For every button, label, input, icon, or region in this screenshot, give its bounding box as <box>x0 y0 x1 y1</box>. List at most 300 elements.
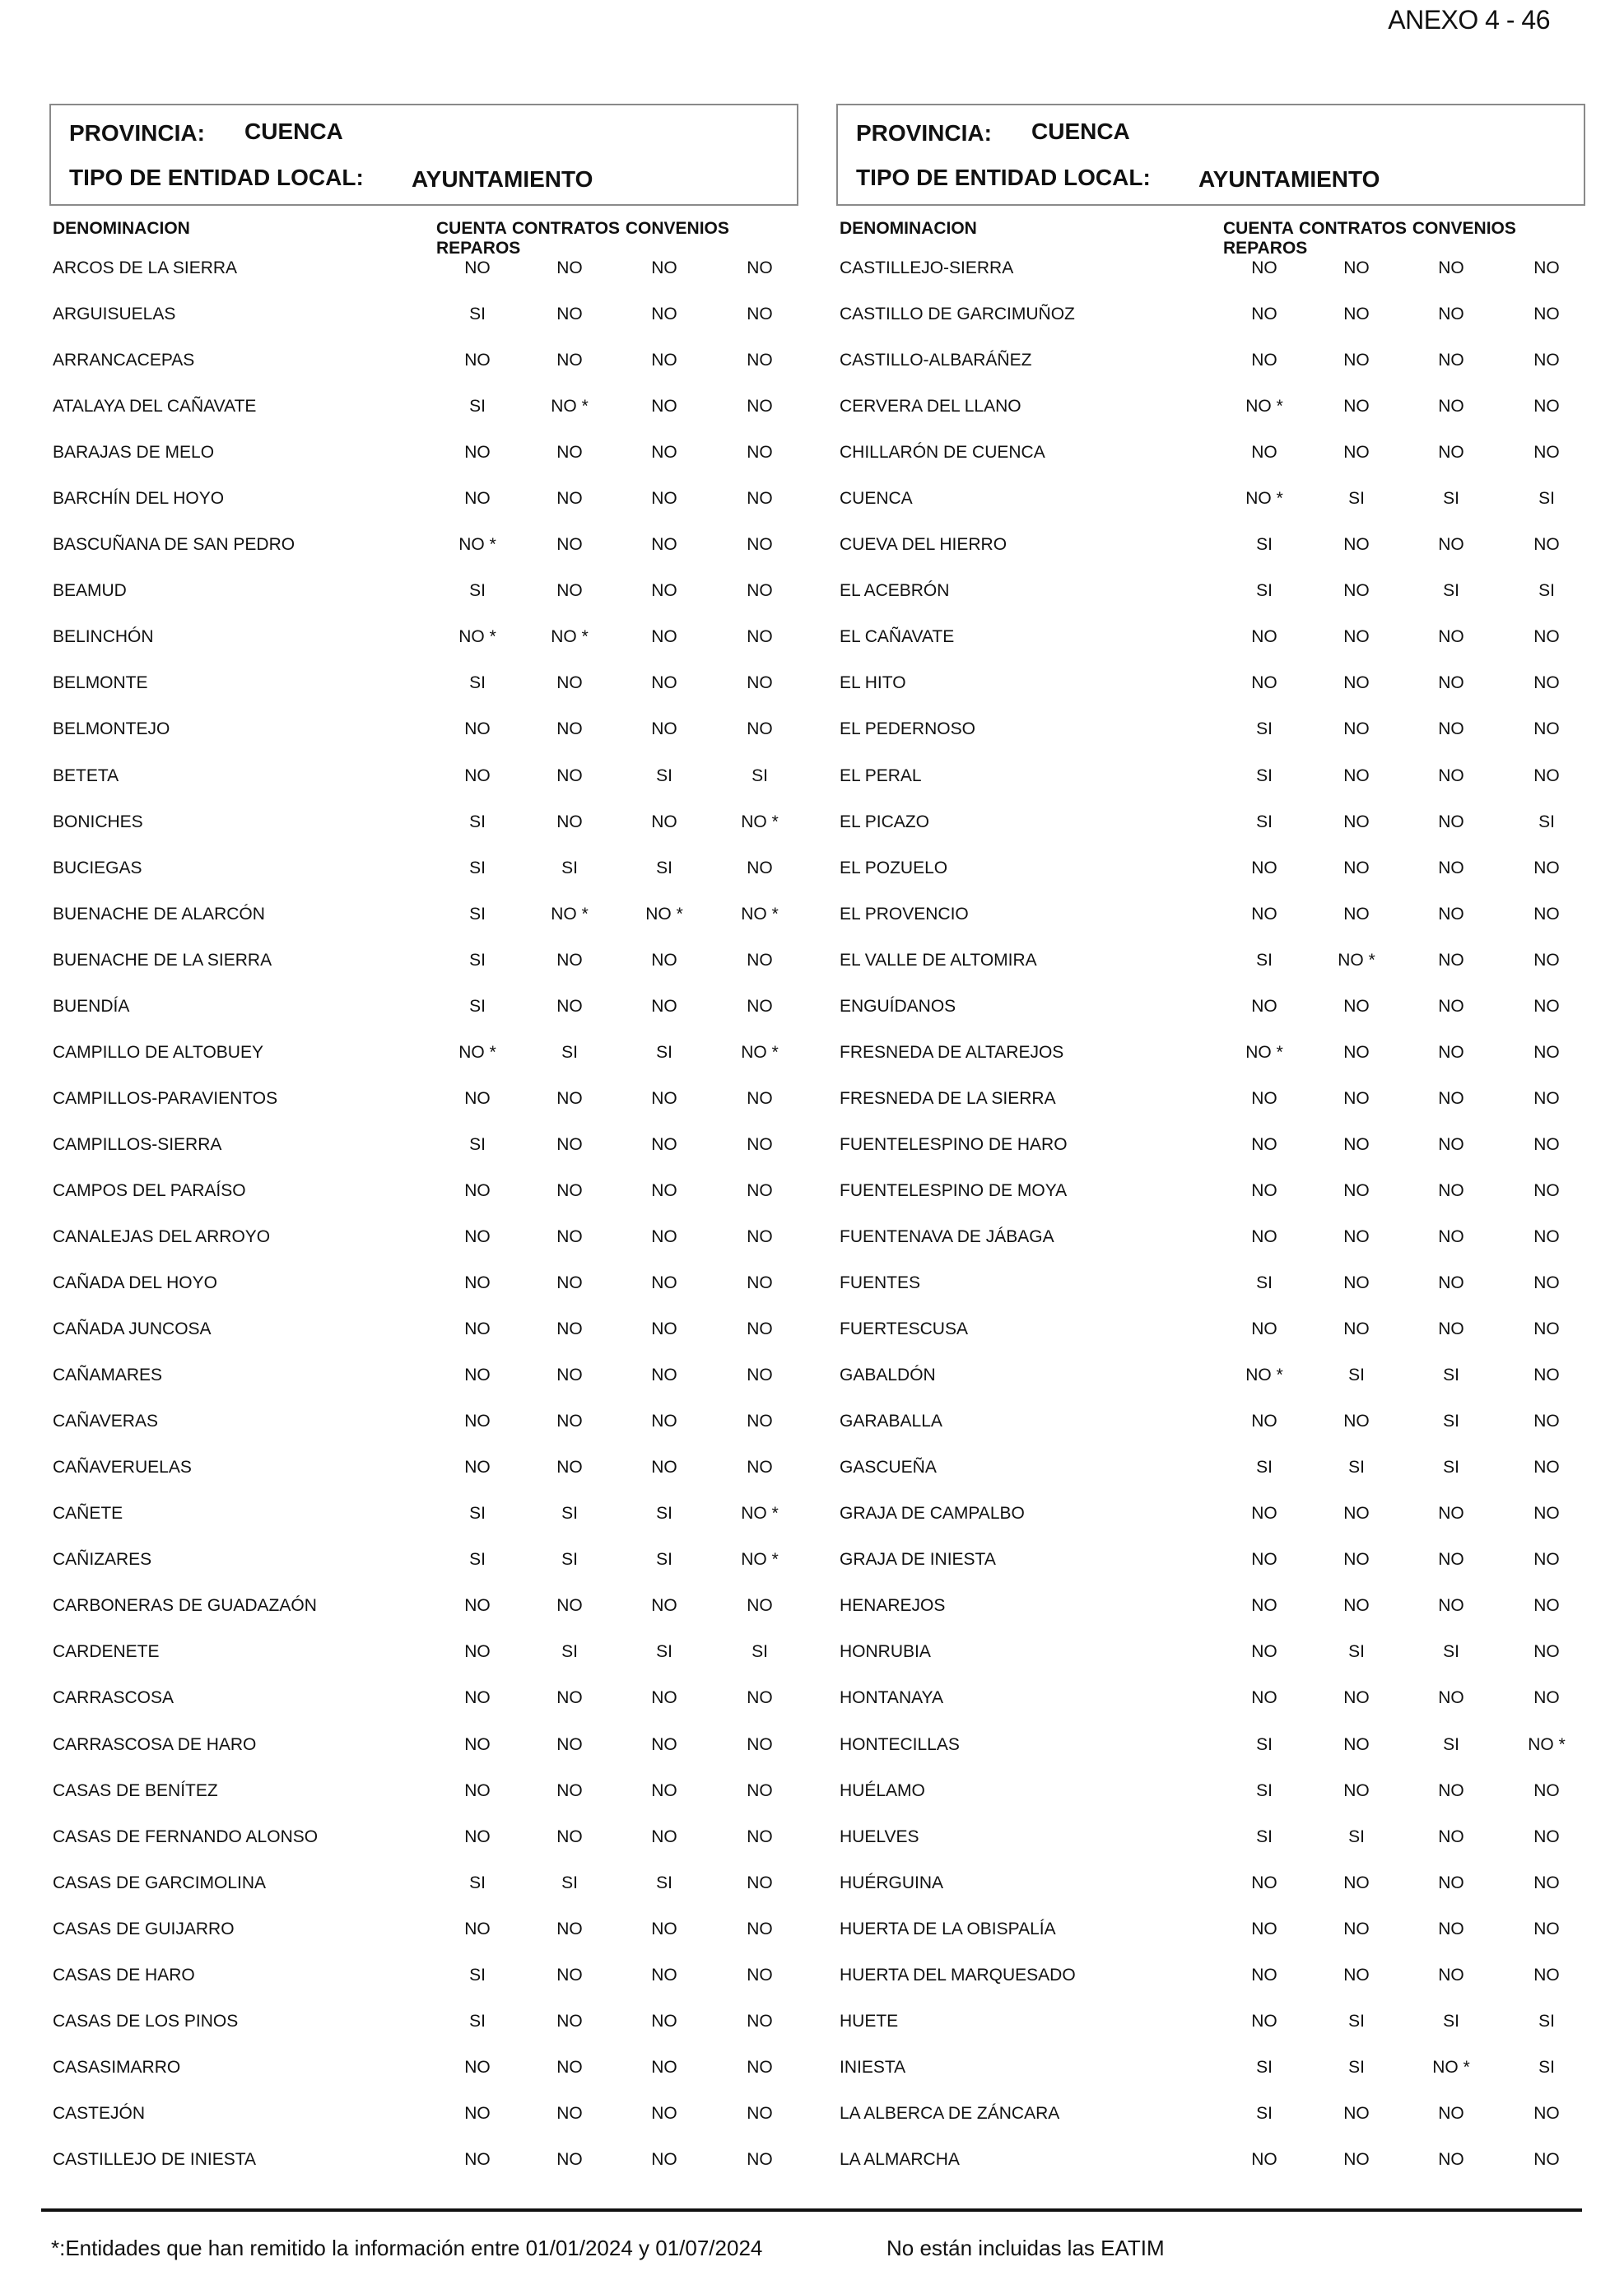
table-row <box>836 1594 1585 1640</box>
reparos-cell: NO * <box>741 1550 779 1570</box>
contratos-cell: NO <box>1343 904 1370 924</box>
convenios-cell: SI <box>1443 581 1459 601</box>
denominacion-cell: EL PROVENCIO <box>840 904 969 924</box>
contratos-cell: NO <box>1343 1550 1370 1570</box>
cuenta-cell: NO <box>464 1642 491 1662</box>
table-row <box>49 949 798 995</box>
contratos-cell: NO <box>1343 1319 1370 1339</box>
convenios-cell: NO <box>1438 1180 1464 1200</box>
denominacion-cell: CAÑAVERUELAS <box>53 1458 192 1478</box>
denominacion-cell: CAÑADA DEL HOYO <box>53 1273 217 1293</box>
reparos-cell: NO <box>1533 1458 1560 1478</box>
cuenta-cell: NO <box>464 1088 491 1108</box>
cuenta-cell: SI <box>1256 812 1273 831</box>
cuenta-cell: NO <box>1251 1965 1277 1985</box>
tipo-entidad-label: TIPO DE ENTIDAD LOCAL: <box>69 165 364 190</box>
contratos-cell: NO <box>556 1734 583 1754</box>
cuenta-cell: SI <box>469 581 486 601</box>
contratos-cell: NO <box>556 766 583 785</box>
table-row <box>49 718 798 764</box>
table-row <box>836 1687 1585 1733</box>
denominacion-cell: FUENTELESPINO DE MOYA <box>840 1180 1068 1200</box>
contratos-cell: NO <box>1343 1919 1370 1938</box>
cuenta-cell: NO <box>464 1412 491 1431</box>
table-row <box>836 1180 1585 1226</box>
contratos-cell: NO <box>1343 1873 1370 1892</box>
reparos-cell: NO <box>747 397 773 417</box>
convenios-cell: NO <box>651 489 677 509</box>
contratos-cell: NO <box>556 1965 583 1985</box>
cuenta-cell: SI <box>1256 1458 1273 1478</box>
denominacion-cell: HUÉRGUINA <box>840 1873 944 1892</box>
cuenta-cell: SI <box>469 673 486 693</box>
right-panel <box>836 104 1585 2194</box>
denominacion-cell: CUENCA <box>840 489 913 509</box>
reparos-cell: NO <box>1533 1180 1560 1200</box>
denominacion-cell: BUENACHE DE ALARCÓN <box>53 904 265 924</box>
reparos-cell: NO <box>747 1458 773 1478</box>
convenios-cell: NO <box>651 1134 677 1154</box>
table-row <box>836 995 1585 1041</box>
cuenta-cell: NO <box>1251 1180 1277 1200</box>
contratos-cell: SI <box>1348 1642 1365 1662</box>
table-row <box>49 1872 798 1918</box>
table-row <box>836 1272 1585 1318</box>
contratos-cell: NO <box>1343 1734 1370 1754</box>
contratos-cell: NO <box>556 1134 583 1154</box>
contratos-cell: NO <box>556 1088 583 1108</box>
convenios-cell: NO <box>651 1366 677 1385</box>
provincia-value: CUENCA <box>1031 119 1130 144</box>
convenios-cell: NO * <box>645 904 683 924</box>
denominacion-cell: CAMPOS DEL PARAÍSO <box>53 1180 246 1200</box>
convenios-cell: NO <box>651 2057 677 2077</box>
denominacion-cell: HUERTA DEL MARQUESADO <box>840 1965 1076 1985</box>
table-row <box>836 2010 1585 2056</box>
cuenta-cell: NO <box>464 1780 491 1800</box>
table-row <box>49 995 798 1041</box>
convenios-cell: NO <box>1438 904 1464 924</box>
convenios-cell: NO <box>1438 812 1464 831</box>
cuenta-cell: SI <box>469 858 486 877</box>
convenios-cell: NO <box>651 1780 677 1800</box>
cuenta-cell: NO <box>1251 443 1277 463</box>
contratos-cell: NO <box>1343 1965 1370 1985</box>
cuenta-cell: NO <box>464 1688 491 1708</box>
cuenta-cell: NO <box>1251 858 1277 877</box>
reparos-cell: NO <box>1533 305 1560 324</box>
convenios-cell: NO <box>651 1458 677 1478</box>
contratos-cell: NO <box>556 2149 583 2169</box>
reparos-cell: NO <box>1533 950 1560 970</box>
cuenta-cell: NO * <box>1245 397 1283 417</box>
denominacion-cell: CHILLARÓN DE CUENCA <box>840 443 1045 463</box>
denominacion-cell: EL VALLE DE ALTOMIRA <box>840 950 1037 970</box>
contratos-cell: SI <box>1348 1366 1365 1385</box>
denominacion-cell: BARAJAS DE MELO <box>53 443 215 463</box>
convenios-cell: NO <box>1438 719 1464 739</box>
provincia-label: PROVINCIA: <box>69 120 205 146</box>
convenios-cell: NO <box>1438 2103 1464 2123</box>
table-row <box>836 1964 1585 2010</box>
cuenta-cell: SI <box>1256 1273 1273 1293</box>
reparos-cell: NO <box>1533 535 1560 555</box>
header-value-columns: CUENTA CONTRATOS CONVENIOS REPAROS <box>1223 219 1516 258</box>
convenios-cell: SI <box>1443 2011 1459 2031</box>
reparos-cell: NO * <box>1528 1734 1566 1754</box>
denominacion-cell: HUELVES <box>840 1827 919 1846</box>
denominacion-cell: GARABALLA <box>840 1412 942 1431</box>
cuenta-cell: NO <box>464 1273 491 1293</box>
convenios-cell: SI <box>656 1873 672 1892</box>
reparos-cell: SI <box>1538 2011 1555 2031</box>
contratos-cell: NO <box>556 950 583 970</box>
denominacion-cell: FRESNEDA DE ALTAREJOS <box>840 1042 1064 1062</box>
contratos-cell: NO <box>556 2057 583 2077</box>
cuenta-cell: NO <box>464 1226 491 1246</box>
contratos-cell: NO <box>1343 2103 1370 2123</box>
contratos-cell: NO <box>556 2103 583 2123</box>
table-row <box>49 2102 798 2148</box>
table-row <box>836 1318 1585 1364</box>
cuenta-cell: NO <box>1251 904 1277 924</box>
table-row <box>49 2056 798 2102</box>
cuenta-cell: NO <box>1251 1088 1277 1108</box>
reparos-cell: NO <box>1533 1134 1560 1154</box>
cuenta-cell: NO <box>1251 1688 1277 1708</box>
reparos-cell: SI <box>1538 2057 1555 2077</box>
contratos-cell: NO <box>1343 1088 1370 1108</box>
contratos-cell: NO <box>1343 719 1370 739</box>
denominacion-cell: HONTANAYA <box>840 1688 944 1708</box>
reparos-cell: NO <box>747 443 773 463</box>
denominacion-cell: ATALAYA DEL CAÑAVATE <box>53 397 257 417</box>
convenios-cell: NO <box>1438 627 1464 647</box>
reparos-cell: NO <box>1533 904 1560 924</box>
contratos-cell: NO * <box>551 397 589 417</box>
convenios-cell: NO <box>1438 1134 1464 1154</box>
convenios-cell: SI <box>1443 1642 1459 1662</box>
denominacion-cell: CASAS DE LOS PINOS <box>53 2011 239 2031</box>
reparos-cell: NO <box>747 1319 773 1339</box>
convenios-cell: NO <box>1438 950 1464 970</box>
cuenta-cell: NO <box>1251 2149 1277 2169</box>
table-row <box>49 303 798 349</box>
table-row <box>49 1410 798 1456</box>
reparos-cell: NO <box>747 351 773 370</box>
convenios-cell: NO <box>651 1734 677 1754</box>
reparos-cell: NO <box>747 1965 773 1985</box>
contratos-cell: NO * <box>551 904 589 924</box>
cuenta-cell: NO <box>464 443 491 463</box>
contratos-cell: NO <box>556 535 583 555</box>
denominacion-cell: GASCUEÑA <box>840 1458 937 1478</box>
denominacion-cell: CAÑIZARES <box>53 1550 152 1570</box>
reparos-cell: NO <box>747 305 773 324</box>
reparos-cell: NO * <box>741 904 779 924</box>
denominacion-cell: FRESNEDA DE LA SIERRA <box>840 1088 1056 1108</box>
reparos-cell: NO <box>1533 1504 1560 1524</box>
denominacion-cell: BUCIEGAS <box>53 858 142 877</box>
left-panel <box>49 104 798 2194</box>
table-row <box>836 303 1585 349</box>
convenios-cell: NO <box>651 397 677 417</box>
contratos-cell: NO <box>556 1596 583 1616</box>
contratos-cell: NO <box>556 1319 583 1339</box>
cuenta-cell: NO <box>464 258 491 277</box>
cuenta-cell: SI <box>469 1550 486 1570</box>
cuenta-cell: SI <box>1256 719 1273 739</box>
cuenta-cell: NO <box>1251 1919 1277 1938</box>
denominacion-cell: CARDENETE <box>53 1642 160 1662</box>
table-row <box>836 1364 1585 1410</box>
reparos-cell: NO <box>1533 1319 1560 1339</box>
table-row <box>49 626 798 672</box>
convenios-cell: NO <box>651 535 677 555</box>
denominacion-cell: FUENTENAVA DE JÁBAGA <box>840 1226 1054 1246</box>
denominacion-cell: EL PEDERNOSO <box>840 719 975 739</box>
reparos-cell: NO <box>747 2011 773 2031</box>
contratos-cell: NO <box>556 2011 583 2031</box>
convenios-cell: NO <box>651 351 677 370</box>
denominacion-cell: EL CAÑAVATE <box>840 627 955 647</box>
denominacion-cell: CARBONERAS DE GUADAZAÓN <box>53 1596 317 1616</box>
convenios-cell: NO * <box>1432 2057 1470 2077</box>
cuenta-cell: NO <box>464 351 491 370</box>
reparos-cell: NO <box>747 1827 773 1846</box>
table-row <box>49 1087 798 1133</box>
contratos-cell: SI <box>1348 1458 1365 1478</box>
convenios-cell: NO <box>651 305 677 324</box>
cuenta-cell: NO <box>464 2149 491 2169</box>
reparos-cell: SI <box>752 766 768 785</box>
cuenta-cell: SI <box>469 1504 486 1524</box>
contratos-cell: NO <box>556 1919 583 1938</box>
entity-header-box <box>49 104 798 206</box>
denominacion-cell: EL PICAZO <box>840 812 929 831</box>
reparos-cell: NO <box>1533 2103 1560 2123</box>
contratos-cell: NO <box>1343 581 1370 601</box>
denominacion-cell: GABALDÓN <box>840 1366 936 1385</box>
reparos-cell: NO <box>747 581 773 601</box>
denominacion-cell: INIESTA <box>840 2057 906 2077</box>
table-row <box>49 765 798 811</box>
contratos-cell: SI <box>561 1042 578 1062</box>
denominacion-cell: BASCUÑANA DE SAN PEDRO <box>53 535 295 555</box>
cuenta-cell: NO <box>464 1366 491 1385</box>
contratos-cell: NO <box>1343 673 1370 693</box>
contratos-cell: NO <box>1343 1042 1370 1062</box>
table-row <box>836 1410 1585 1456</box>
reparos-cell: NO <box>747 2103 773 2123</box>
convenios-cell: NO <box>651 1088 677 1108</box>
denominacion-cell: BUENACHE DE LA SIERRA <box>53 950 272 970</box>
cuenta-cell: NO <box>1251 1412 1277 1431</box>
denominacion-cell: EL ACEBRÓN <box>840 581 950 601</box>
convenios-cell: NO <box>651 2103 677 2123</box>
convenios-cell: SI <box>1443 1366 1459 1385</box>
contratos-cell: NO * <box>551 627 589 647</box>
convenios-cell: NO <box>1438 1550 1464 1570</box>
contratos-cell: NO <box>556 1827 583 1846</box>
convenios-cell: NO <box>1438 1226 1464 1246</box>
denominacion-cell: CAÑAMARES <box>53 1366 163 1385</box>
table-row <box>836 1826 1585 1872</box>
convenios-cell: NO <box>1438 305 1464 324</box>
denominacion-cell: EL PERAL <box>840 766 922 785</box>
convenios-cell: NO <box>651 1180 677 1200</box>
cuenta-cell: SI <box>469 305 486 324</box>
denominacion-cell: BEAMUD <box>53 581 127 601</box>
contratos-cell: NO <box>1343 535 1370 555</box>
convenios-cell: NO <box>1438 766 1464 785</box>
contratos-cell: NO <box>1343 858 1370 877</box>
table-row <box>836 1872 1585 1918</box>
table-row <box>49 811 798 857</box>
convenios-cell: NO <box>651 996 677 1016</box>
contratos-cell: NO <box>1343 258 1370 277</box>
denominacion-cell: LA ALBERCA DE ZÁNCARA <box>840 2103 1060 2123</box>
contratos-cell: NO <box>556 489 583 509</box>
convenios-cell: NO <box>1438 858 1464 877</box>
reparos-cell: NO <box>747 719 773 739</box>
cuenta-cell: SI <box>469 2011 486 2031</box>
denominacion-cell: BONICHES <box>53 812 143 831</box>
convenios-cell: SI <box>656 1042 672 1062</box>
cuenta-cell: NO <box>1251 1550 1277 1570</box>
contratos-cell: NO <box>556 996 583 1016</box>
reparos-cell: NO <box>1533 1596 1560 1616</box>
right-table-body <box>836 257 1585 2194</box>
table-row <box>49 1640 798 1687</box>
table-row <box>49 1226 798 1272</box>
cuenta-cell: SI <box>1256 950 1273 970</box>
cuenta-cell: NO <box>1251 1319 1277 1339</box>
table-row <box>49 1318 798 1364</box>
table-row <box>49 2010 798 2056</box>
contratos-cell: NO <box>556 1412 583 1431</box>
table-row <box>49 533 798 579</box>
table-row <box>49 1687 798 1733</box>
table-row <box>49 1780 798 1826</box>
reparos-cell: NO <box>747 1180 773 1200</box>
table-row <box>836 349 1585 395</box>
convenios-cell: NO <box>1438 1273 1464 1293</box>
table-row <box>836 533 1585 579</box>
table-row <box>836 718 1585 764</box>
cuenta-cell: SI <box>469 904 486 924</box>
convenios-cell: NO <box>1438 535 1464 555</box>
convenios-cell: NO <box>651 2011 677 2031</box>
convenios-cell: NO <box>651 443 677 463</box>
convenios-cell: NO <box>1438 2149 1464 2169</box>
convenios-cell: SI <box>1443 1458 1459 1478</box>
cuenta-cell: NO <box>464 1180 491 1200</box>
tipo-entidad-value: AYUNTAMIENTO <box>1198 166 1380 192</box>
denominacion-cell: CASTEJÓN <box>53 2103 146 2123</box>
cuenta-cell: NO <box>1251 2011 1277 2031</box>
contratos-cell: NO * <box>1338 950 1375 970</box>
table-row <box>49 349 798 395</box>
denominacion-cell: BELMONTEJO <box>53 719 170 739</box>
contratos-cell: NO <box>1343 351 1370 370</box>
contratos-cell: NO <box>556 443 583 463</box>
denominacion-cell: CUEVA DEL HIERRO <box>840 535 1007 555</box>
convenios-cell: NO <box>651 1827 677 1846</box>
reparos-cell: NO <box>1533 673 1560 693</box>
convenios-cell: NO <box>1438 1827 1464 1846</box>
footer-note: *:Entidades que han remitido la información entre 01/01/2024 y 01/07/2024 <box>51 2236 763 2260</box>
cuenta-cell: SI <box>469 996 486 1016</box>
contratos-cell: NO <box>556 673 583 693</box>
cuenta-cell: NO * <box>1245 1366 1283 1385</box>
denominacion-cell: ARCOS DE LA SIERRA <box>53 258 238 277</box>
cuenta-cell: NO <box>1251 305 1277 324</box>
reparos-cell: NO <box>1533 1827 1560 1846</box>
denominacion-cell: CAÑAVERAS <box>53 1412 158 1431</box>
cuenta-cell: NO * <box>1245 1042 1283 1062</box>
convenios-cell: NO <box>1438 258 1464 277</box>
cuenta-cell: SI <box>1256 1780 1273 1800</box>
table-row <box>836 1133 1585 1180</box>
denominacion-cell: BUENDÍA <box>53 996 130 1016</box>
contratos-cell: SI <box>561 1550 578 1570</box>
contratos-cell: NO <box>1343 1596 1370 1616</box>
convenios-cell: NO <box>1438 1504 1464 1524</box>
contratos-cell: NO <box>1343 2149 1370 2169</box>
table-row <box>836 1918 1585 1964</box>
contratos-cell: NO <box>1343 766 1370 785</box>
reparos-cell: NO <box>1533 1088 1560 1108</box>
convenios-cell: NO <box>1438 1780 1464 1800</box>
contratos-cell: SI <box>561 1873 578 1892</box>
contratos-cell: NO <box>556 258 583 277</box>
convenios-cell: NO <box>651 258 677 277</box>
footer-eatim-note: No están incluidas las EATIM <box>886 2236 1165 2260</box>
reparos-cell: NO <box>1533 1919 1560 1938</box>
denominacion-cell: CASAS DE FERNANDO ALONSO <box>53 1827 319 1846</box>
header-denominacion: DENOMINACION <box>53 219 190 238</box>
reparos-cell: NO <box>747 1780 773 1800</box>
table-row <box>49 1180 798 1226</box>
convenios-cell: NO <box>1438 443 1464 463</box>
contratos-cell: SI <box>561 858 578 877</box>
denominacion-cell: HENAREJOS <box>840 1596 946 1616</box>
cuenta-cell: NO <box>464 1596 491 1616</box>
contratos-cell: NO <box>1343 1273 1370 1293</box>
denominacion-cell: HUERTA DE LA OBISPALÍA <box>840 1919 1056 1938</box>
cuenta-cell: SI <box>1256 581 1273 601</box>
cuenta-cell: NO <box>464 1458 491 1478</box>
contratos-cell: NO <box>1343 812 1370 831</box>
cuenta-cell: SI <box>1256 1827 1273 1846</box>
contratos-cell: NO <box>1343 627 1370 647</box>
reparos-cell: SI <box>752 1642 768 1662</box>
contratos-cell: NO <box>556 351 583 370</box>
table-row <box>49 903 798 949</box>
contratos-cell: SI <box>1348 2011 1365 2031</box>
table-row <box>836 2056 1585 2102</box>
convenios-cell: SI <box>656 1642 672 1662</box>
table-row <box>836 257 1585 303</box>
denominacion-cell: CAÑETE <box>53 1504 123 1524</box>
cuenta-cell: SI <box>1256 2057 1273 2077</box>
table-row <box>49 1041 798 1087</box>
table-row <box>49 487 798 533</box>
cuenta-cell: NO <box>464 1319 491 1339</box>
table-row <box>836 903 1585 949</box>
table-row <box>836 395 1585 441</box>
